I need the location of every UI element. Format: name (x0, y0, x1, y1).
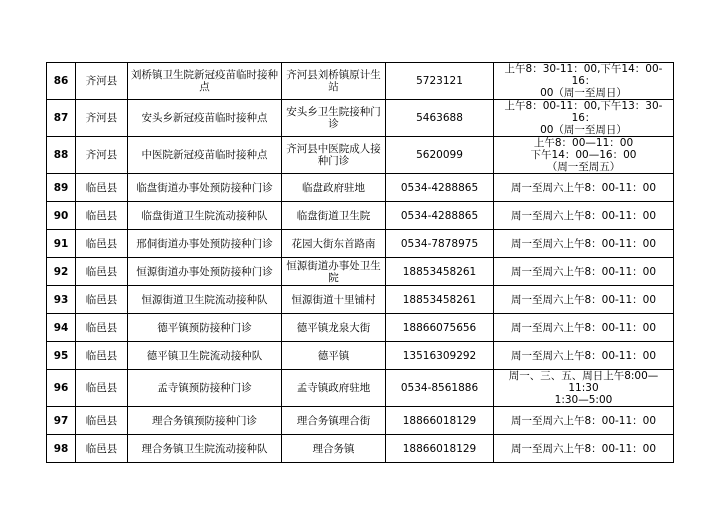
hours-cell (494, 435, 674, 463)
county-cell: 临邑县 (76, 435, 128, 463)
phone-cell: 18866075656 (386, 314, 494, 342)
row-number-cell: 94 (47, 314, 76, 342)
hours-cell (494, 407, 674, 435)
hours-cell (494, 63, 674, 100)
county-cell: 临邑县 (76, 342, 128, 370)
site-name-cell: 恒源街道办事处预防接种门诊 (128, 258, 282, 286)
hours-line: 周一至周六上午8：00-11：00 (510, 293, 657, 306)
county-cell: 临邑县 (76, 258, 128, 286)
row-number-cell: 89 (47, 174, 76, 202)
address-cell: 齐河县刘桥镇原计生站 (282, 63, 386, 100)
phone-cell: 0534-8561886 (386, 370, 494, 407)
row-number-cell: 86 (47, 63, 76, 100)
county-cell: 临邑县 (76, 174, 128, 202)
county-cell: 齐河县 (76, 137, 128, 174)
hours-line: 上午8：00—11：00 (533, 137, 634, 149)
hours-line: 周一至周六上午8：00-11：00 (510, 209, 657, 222)
phone-cell: 18866018129 (386, 435, 494, 463)
table-row (47, 258, 674, 286)
hours-line: 周一至周六上午8：00-11：00 (510, 181, 657, 194)
table-row (47, 230, 674, 258)
address-cell: 齐河县中医院成人接种门诊 (282, 137, 386, 174)
site-name-cell: 理合务镇预防接种门诊 (128, 407, 282, 435)
county-cell: 临邑县 (76, 202, 128, 230)
hours-line: 周一至周六上午8：00-11：00 (510, 349, 657, 362)
hours-cell (494, 230, 674, 258)
site-name-cell: 刘桥镇卫生院新冠疫苗临时接种点 (128, 63, 282, 100)
county-cell: 齐河县 (76, 63, 128, 100)
hours-line: 周一、三、五、周日上午8:00—11:30 (508, 370, 659, 394)
address-cell: 恒源街道办事处卫生院 (282, 258, 386, 286)
hours-cell (494, 174, 674, 202)
table-row (47, 137, 674, 174)
table-row (47, 435, 674, 463)
row-number-cell: 90 (47, 202, 76, 230)
row-number-cell: 98 (47, 435, 76, 463)
hours-line: 下午14：00—16：00 (530, 149, 637, 161)
phone-cell: 13516309292 (386, 342, 494, 370)
phone-cell: 18866018129 (386, 407, 494, 435)
address-cell: 孟寺镇政府驻地 (282, 370, 386, 407)
hours-cell (494, 100, 674, 137)
site-name-cell: 恒源街道卫生院流动接种队 (128, 286, 282, 314)
site-name-cell: 德平镇卫生院流动接种队 (128, 342, 282, 370)
hours-cell (494, 258, 674, 286)
hours-line: 周一至周六上午8：00-11：00 (510, 414, 657, 427)
table-row (47, 174, 674, 202)
phone-cell: 0534-7878975 (386, 230, 494, 258)
row-number-cell: 91 (47, 230, 76, 258)
address-cell: 恒源街道十里铺村 (282, 286, 386, 314)
row-number-cell: 88 (47, 137, 76, 174)
hours-line: 周一至周六上午8：00-11：00 (510, 321, 657, 334)
address-cell: 安头乡卫生院接种门诊 (282, 100, 386, 137)
hours-line: 周一至周六上午8：00-11：00 (510, 265, 657, 278)
hours-cell (494, 286, 674, 314)
address-cell: 临盘街道卫生院 (282, 202, 386, 230)
site-name-cell: 临盘街道办事处预防接种门诊 (128, 174, 282, 202)
hours-cell (494, 202, 674, 230)
table-row (47, 314, 674, 342)
vaccination-sites-table (46, 62, 674, 463)
hours-line: 上午8：00-11：00,下午13：30-16： (504, 100, 663, 124)
address-cell: 德平镇龙泉大街 (282, 314, 386, 342)
site-name-cell: 邢侗街道办事处预防接种门诊 (128, 230, 282, 258)
hours-line: 上午8：30-11：00,下午14：00-16： (504, 63, 663, 87)
hours-cell (494, 342, 674, 370)
row-number-cell: 87 (47, 100, 76, 137)
hours-cell (494, 314, 674, 342)
phone-cell: 5723121 (386, 63, 494, 100)
row-number-cell: 93 (47, 286, 76, 314)
site-name-cell: 理合务镇卫生院流动接种队 (128, 435, 282, 463)
site-name-cell: 中医院新冠疫苗临时接种点 (128, 137, 282, 174)
hours-cell (494, 137, 674, 174)
address-cell: 德平镇 (282, 342, 386, 370)
row-number-cell: 96 (47, 370, 76, 407)
table-row (47, 370, 674, 407)
table-row (47, 342, 674, 370)
hours-cell (494, 370, 674, 407)
county-cell: 临邑县 (76, 230, 128, 258)
table-body (47, 63, 674, 463)
phone-cell: 18853458261 (386, 286, 494, 314)
hours-line: （周一至周五） (546, 161, 621, 173)
hours-line: 周一至周六上午8：00-11：00 (510, 442, 657, 455)
phone-cell: 0534-4288865 (386, 202, 494, 230)
hours-line: 1:30—5:00 (554, 394, 613, 406)
row-number-cell: 97 (47, 407, 76, 435)
table-row (47, 202, 674, 230)
table-row (47, 407, 674, 435)
address-cell: 理合务镇理合街 (282, 407, 386, 435)
table-row (47, 100, 674, 137)
site-name-cell: 德平镇预防接种门诊 (128, 314, 282, 342)
county-cell: 临邑县 (76, 286, 128, 314)
county-cell: 临邑县 (76, 370, 128, 407)
site-name-cell: 安头乡新冠疫苗临时接种点 (128, 100, 282, 137)
address-cell: 花园大街东首路南 (282, 230, 386, 258)
table-row (47, 63, 674, 100)
phone-cell: 18853458261 (386, 258, 494, 286)
address-cell: 临盘政府驻地 (282, 174, 386, 202)
table-row (47, 286, 674, 314)
county-cell: 临邑县 (76, 407, 128, 435)
phone-cell: 5463688 (386, 100, 494, 137)
address-cell: 理合务镇 (282, 435, 386, 463)
hours-line: 00（周一至周日） (540, 124, 627, 136)
hours-line: 00（周一至周日） (540, 87, 627, 99)
site-name-cell: 临盘街道卫生院流动接种队 (128, 202, 282, 230)
hours-line: 周一至周六上午8：00-11：00 (510, 237, 657, 250)
row-number-cell: 92 (47, 258, 76, 286)
county-cell: 临邑县 (76, 314, 128, 342)
site-name-cell: 孟寺镇预防接种门诊 (128, 370, 282, 407)
phone-cell: 5620099 (386, 137, 494, 174)
row-number-cell: 95 (47, 342, 76, 370)
phone-cell: 0534-4288865 (386, 174, 494, 202)
county-cell: 齐河县 (76, 100, 128, 137)
